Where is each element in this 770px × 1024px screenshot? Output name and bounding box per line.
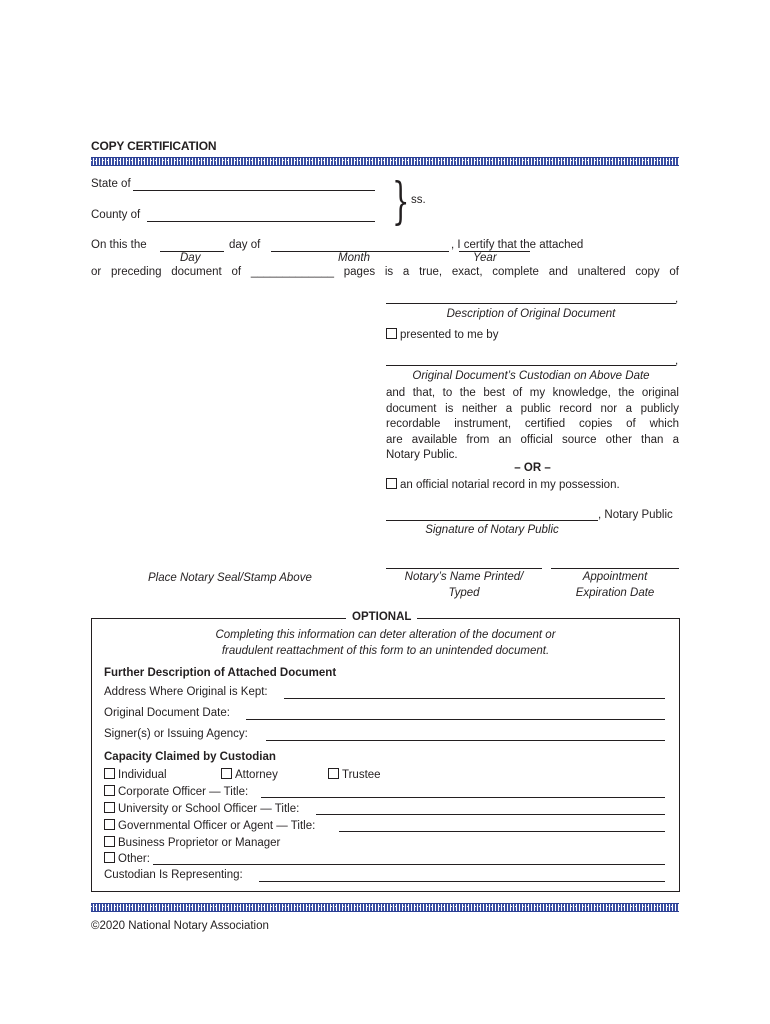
corporate-label: Corporate Officer — Title: bbox=[118, 786, 249, 798]
signature-caption: Signature of Notary Public bbox=[425, 524, 559, 536]
month-caption: Month bbox=[338, 252, 370, 264]
signer-field[interactable] bbox=[266, 740, 665, 741]
county-field[interactable] bbox=[147, 221, 375, 222]
corporate-checkbox[interactable] bbox=[104, 785, 115, 796]
on-this-the-label: On this the bbox=[91, 239, 147, 251]
individual-option[interactable] bbox=[104, 768, 167, 781]
attorney-option[interactable] bbox=[221, 768, 278, 781]
address-field[interactable] bbox=[284, 698, 665, 699]
official-record-checkbox[interactable] bbox=[386, 478, 397, 489]
other-option[interactable] bbox=[104, 852, 150, 865]
optional-note-1: Completing this information can deter alteration of the document or bbox=[215, 629, 556, 641]
business-label: Business Proprietor or Manager bbox=[118, 837, 281, 849]
trustee-option[interactable] bbox=[328, 768, 381, 781]
corporate-option[interactable] bbox=[104, 785, 248, 798]
business-option[interactable] bbox=[104, 836, 280, 849]
para-line: document is neither a public record nor a publicly bbox=[386, 403, 679, 415]
official-record-label: an official notarial record in my possession. bbox=[400, 479, 620, 491]
certify-text: , I certify that the attached bbox=[451, 239, 584, 251]
governmental-title-field[interactable] bbox=[339, 831, 665, 832]
ss-label: ss. bbox=[411, 194, 426, 206]
custodian-caption: Original Document’s Custodian on Above Date bbox=[412, 370, 650, 382]
signer-label: Signer(s) or Issuing Agency: bbox=[104, 728, 248, 740]
university-title-field[interactable] bbox=[316, 814, 665, 815]
description-caption: Description of Original Document bbox=[446, 308, 616, 320]
document-date-label: Original Document Date: bbox=[104, 707, 230, 719]
expiration-caption-2: Expiration Date bbox=[575, 587, 655, 599]
state-field[interactable] bbox=[133, 190, 375, 191]
representing-field[interactable] bbox=[259, 881, 665, 882]
copyright-footer: ©2020 National Notary Association bbox=[91, 920, 269, 932]
notary-name-caption: Notary’s Name Printed/ bbox=[404, 571, 524, 583]
para-line: and that, to the best of my knowledge, the original bbox=[386, 387, 679, 399]
comma-mark-2: , bbox=[675, 355, 679, 367]
university-label: University or School Officer — Title: bbox=[118, 803, 300, 815]
representing-label: Custodian Is Representing: bbox=[104, 869, 243, 881]
attorney-label: Attorney bbox=[235, 769, 278, 781]
governmental-checkbox[interactable] bbox=[104, 819, 115, 830]
or-separator: – OR – bbox=[514, 462, 551, 474]
document-date-field[interactable] bbox=[246, 719, 665, 720]
university-checkbox[interactable] bbox=[104, 802, 115, 813]
presented-option[interactable] bbox=[386, 328, 498, 341]
other-field[interactable] bbox=[153, 864, 665, 865]
para-line: are available from an official source other than a bbox=[386, 434, 679, 446]
state-label: State of bbox=[91, 178, 131, 190]
governmental-label: Governmental Officer or Agent — Title: bbox=[118, 820, 316, 832]
notary-name-caption-2: Typed bbox=[448, 587, 480, 599]
attorney-checkbox[interactable] bbox=[221, 768, 232, 779]
bottom-decorative-rule bbox=[91, 903, 679, 912]
page-title: COPY CERTIFICATION bbox=[91, 139, 217, 153]
official-record-option[interactable] bbox=[386, 478, 620, 491]
year-caption: Year bbox=[473, 252, 497, 264]
optional-note-2: fraudulent reattachment of this form to an unintended document. bbox=[221, 645, 550, 657]
signature-field[interactable] bbox=[386, 520, 598, 521]
seal-caption: Place Notary Seal/Stamp Above bbox=[148, 572, 312, 584]
individual-label: Individual bbox=[118, 769, 167, 781]
comma-mark: , bbox=[675, 293, 679, 305]
expiration-date-field[interactable] bbox=[551, 568, 679, 569]
trustee-label: Trustee bbox=[342, 769, 381, 781]
optional-heading: OPTIONAL bbox=[346, 611, 417, 623]
notary-public-label: , Notary Public bbox=[598, 509, 673, 521]
further-description-heading: Further Description of Attached Document bbox=[104, 667, 337, 679]
other-label: Other: bbox=[118, 853, 150, 865]
top-decorative-rule bbox=[91, 157, 679, 166]
business-checkbox[interactable] bbox=[104, 836, 115, 847]
description-field[interactable] bbox=[386, 303, 676, 304]
individual-checkbox[interactable] bbox=[104, 768, 115, 779]
day-of-label: day of bbox=[229, 239, 261, 251]
notary-name-field[interactable] bbox=[386, 568, 542, 569]
corporate-title-field[interactable] bbox=[261, 797, 665, 798]
expiration-caption: Appointment bbox=[582, 571, 648, 583]
brace-icon: } bbox=[392, 172, 410, 230]
presented-label: presented to me by bbox=[400, 329, 499, 341]
county-label: County of bbox=[91, 209, 141, 221]
custodian-field[interactable] bbox=[386, 365, 676, 366]
trustee-checkbox[interactable] bbox=[328, 768, 339, 779]
presented-checkbox[interactable] bbox=[386, 328, 397, 339]
para-line: recordable instrument, certified copies of which bbox=[386, 418, 679, 430]
day-caption: Day bbox=[180, 252, 201, 264]
governmental-option[interactable] bbox=[104, 819, 315, 832]
address-label: Address Where Original is Kept: bbox=[104, 686, 268, 698]
other-checkbox[interactable] bbox=[104, 852, 115, 863]
university-option[interactable] bbox=[104, 802, 299, 815]
pages-sentence: or preceding document of _____________ pages is a true, exact, complete and unaltered copy of bbox=[91, 266, 679, 278]
capacity-heading: Capacity Claimed by Custodian bbox=[104, 751, 276, 763]
para-last-line: Notary Public. bbox=[386, 449, 458, 461]
